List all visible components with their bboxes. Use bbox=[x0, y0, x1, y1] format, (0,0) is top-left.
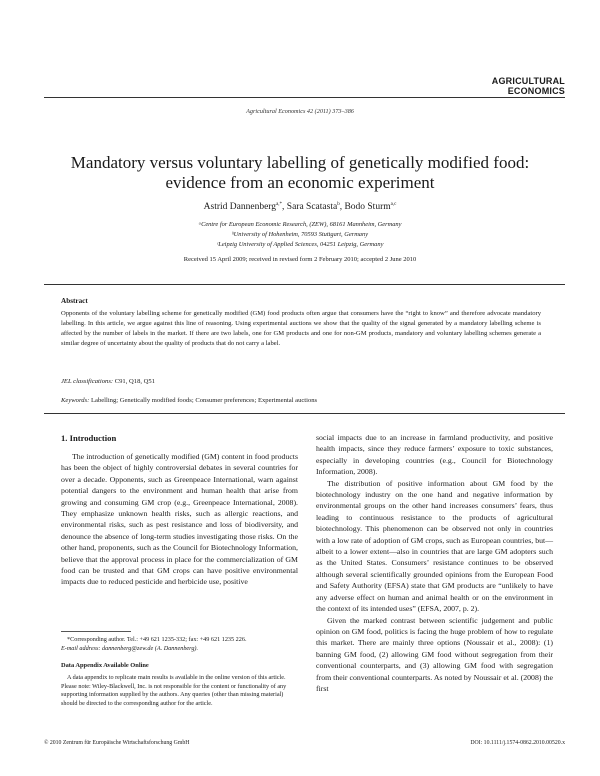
keywords-value: Labelling; Genetically modified foods; Consumer preferences; Experimental auctions bbox=[90, 397, 318, 404]
received-dates: Received 15 April 2009; received in revised form 2 February 2010; accepted 2 June 2010 bbox=[183, 256, 417, 263]
corresponding-author: *Corresponding author. Tel.: +49 621 1235-332; fax: +49 621 1235 226. bbox=[67, 636, 247, 643]
keywords-label: Keywords: bbox=[61, 397, 90, 404]
author-name: Astrid Dannenberg bbox=[203, 202, 277, 212]
jel-value: C91, Q18, Q51 bbox=[114, 378, 156, 385]
author-affil-mark: a,c bbox=[390, 201, 397, 207]
abstract-bottom-rule bbox=[44, 413, 565, 414]
affiliations bbox=[0, 220, 600, 250]
author-list: Astrid Dannenberg$^{a,*}$, Sara Scatasta$^b$, Bodo Sturm$^{a,c}$ bbox=[203, 201, 397, 212]
data-appendix-note bbox=[61, 674, 298, 708]
keywords bbox=[61, 397, 317, 404]
jel-label: JEL classifications: bbox=[61, 378, 114, 385]
doi: DOI: 10.1111/j.1574-0862.2010.00520.x bbox=[470, 740, 565, 746]
body-paragraph: The introduction of genetically modified (GM) content in food products has been the object of highly controversial debates in several countries for over a decade. Opponents, such as Greenpeace International, warn against potential dangers to the environment and human health that arise from growing and consuming GM crop (e.g., Greenpeace International, 2008). They emphasize unknown health risks, such as allergic reactions, and environmental risks, such as pest resistance and loss of biodiversity, and denounce the absence of long-term studies investigating those risks. On the other hand, proponents, such as the Council for Biotechnology Information, believe that the approval process in place for the commercialization of GM food can be trusted and that GM crops can have positive environmental impacts due to reduced pesticide and herbicide use, positive bbox=[61, 452, 298, 587]
body-paragraph: Given the marked contrast between scientific judgement and public opinion on GM food, politics is facing the huge problem of how to regulate this market. There are mainly three options (Noussair et al., 2008): (1) banning GM food, (2) allowing GM food without segregation from their conventional counterparts, and (3) allowing GM food with segregation from their conventional counterparts. As noted by Noussair et al. (2008) the first bbox=[316, 615, 553, 693]
affiliation: ᵇUniversity of Hohenheim, 70593 Stuttgart, Germany bbox=[231, 231, 369, 238]
author-name: Sara Scatasta bbox=[286, 202, 338, 212]
email-address bbox=[61, 645, 298, 654]
article-title bbox=[60, 153, 540, 193]
abstract-top-rule bbox=[44, 284, 565, 285]
title-line1: Mandatory versus voluntary labelling of genetically modified food: bbox=[70, 153, 530, 172]
body-paragraph: The distribution of positive information about GM food by the biotechnology industry on the one hand and negative information by environmental groups on the other hand increases consumers’ fears, thus leading to continuous resistance to the products of agricultural biotechnology. This phenomenon can be observed not only in countries with a low rate of adoption of GM crops, such as European countries, but—albeit to a lower extent—also in countries that are large GM adopters such as the United States. Consumers’ resistance continues to be observed although several scientifically grounded opinions from the European Food and Safety Authority (EFSA) state that GM products are “unlikely to have any adverse effect on human and animal health or on the environment in the context of its intended uses” (EFSA, 2007, p. 2). bbox=[316, 478, 553, 614]
author-name: Bodo Sturm bbox=[344, 202, 391, 212]
body-column-left bbox=[61, 451, 298, 588]
email-text: E-mail address: dannenberg@zew.de (A. Dannenberg). bbox=[61, 644, 199, 652]
jel-classifications bbox=[61, 378, 155, 385]
section-heading-introduction: 1. Introduction bbox=[61, 433, 117, 443]
journal-name bbox=[445, 76, 565, 96]
abstract-heading: Abstract bbox=[61, 297, 88, 305]
footnote-corresponding bbox=[61, 636, 298, 653]
journal-citation: Agricultural Economics 42 (2011) 373–386 bbox=[246, 108, 354, 115]
affiliation: ᶜLeipzig University of Applied Sciences, 04251 Leipzig, Germany bbox=[216, 241, 384, 248]
body-paragraph: social impacts due to an increase in farmland productivity, and positive health impacts, since they reduce farmers’ exposure to toxic substances, especially in developing countries (e.g., Council for Biotechnology Information, 2008). bbox=[316, 433, 553, 477]
affiliation: ᵃCentre for European Economic Research, (ZEW), 68161 Mannheim, Germany bbox=[198, 221, 402, 228]
author-affil-mark: a,* bbox=[276, 201, 283, 207]
body-column-right bbox=[316, 432, 553, 694]
data-appendix-text: A data appendix to replicate main results is available in the online version of this article. Please note: Wiley-Blackwell, Inc. is not responsible for the content or functionality of any supporting information supplied by the authors. Any queries (other than missing material) should be directed to the corresponding author for the article. bbox=[61, 674, 287, 707]
footnote-rule bbox=[61, 631, 131, 632]
header-rule bbox=[44, 97, 565, 98]
author-affil-mark: b bbox=[337, 201, 340, 207]
abstract-text: Opponents of the voluntary labelling scheme for genetically modified (GM) food products often argue that consumers have the “right to know” and therefore advocate mandatory labelling. In this article, we argue against this line of reasoning. Using experimental auctions we show that the quality of the signal generated by a mandatory labelling scheme is affected by the number of labels in the market. If there are two labels, one for GM products and one for non-GM products, mandatory and voluntary labelling schemes generate a similar degree of uncertainty about the quality of products that do not carry a label. bbox=[61, 310, 541, 347]
copyright-notice: © 2010 Zentrum für Europäische Wirtschaftsforschung GmbH bbox=[44, 740, 190, 746]
journal-name-line2: ECONOMICS bbox=[507, 86, 565, 96]
journal-name-line1: AGRICULTURAL bbox=[491, 76, 565, 86]
title-line2: evidence from an economic experiment bbox=[165, 173, 435, 192]
data-appendix-heading: Data Appendix Available Online bbox=[61, 662, 149, 669]
